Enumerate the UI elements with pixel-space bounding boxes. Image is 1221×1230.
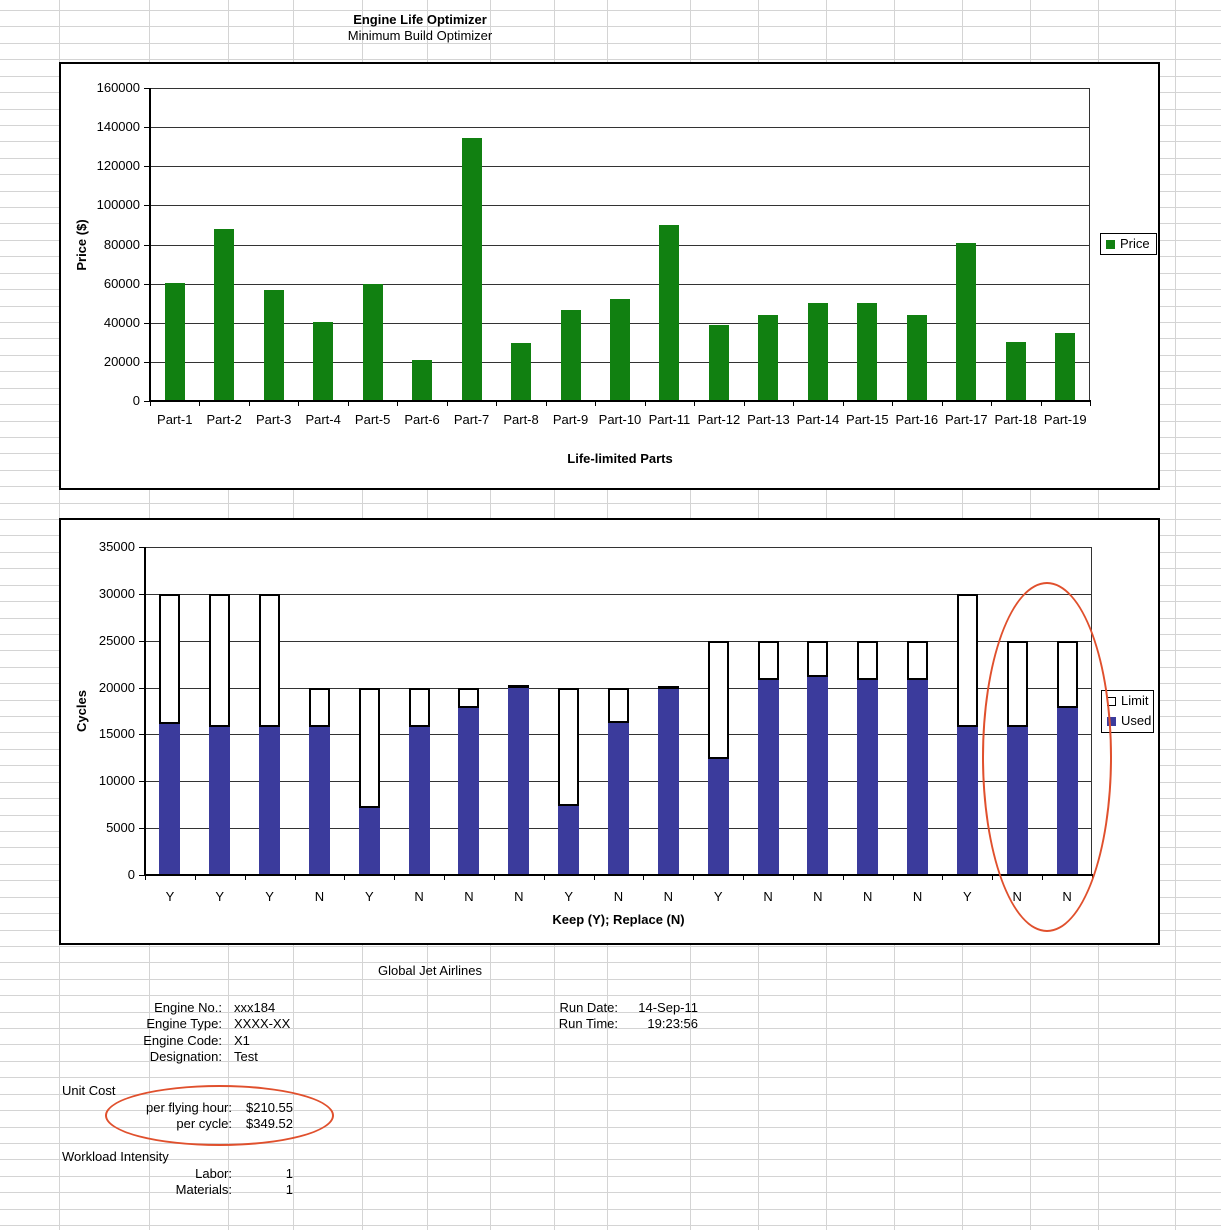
engine-code-value: X1 <box>234 1033 250 1048</box>
price-bar <box>313 322 333 401</box>
price-bar <box>709 325 729 401</box>
x-axis-tick-mark <box>496 402 497 406</box>
price-bar <box>808 303 828 401</box>
plot-gridline <box>145 641 1092 642</box>
legend-label-limit: Limit <box>1121 693 1149 708</box>
x-axis-category-label: Part-7 <box>453 412 490 427</box>
used-bar-segment <box>458 708 479 875</box>
y-axis-tick-label: 5000 <box>106 820 135 835</box>
used-bar-segment <box>658 689 679 875</box>
x-axis-category-label: Part-2 <box>206 412 242 427</box>
x-axis-line <box>149 400 1091 402</box>
y-axis-tick-label: 160000 <box>96 80 140 95</box>
x-axis-tick-mark <box>793 876 794 880</box>
x-axis-category-label: Part-18 <box>994 412 1038 427</box>
x-axis-category-label: N <box>912 889 923 904</box>
sheet-gridline-col <box>1175 0 1176 1230</box>
x-axis-tick-mark <box>693 876 694 880</box>
price-bar <box>412 360 432 401</box>
y-axis-tick-label: 40000 <box>103 315 140 330</box>
x-axis-category-label: Y <box>364 889 374 904</box>
x-axis-tick-mark <box>843 402 844 406</box>
x-axis-category-label: Part-5 <box>354 412 391 427</box>
x-axis-tick-mark <box>743 876 744 880</box>
y-axis-line <box>144 547 146 876</box>
price-bar <box>610 299 630 401</box>
x-axis-tick-mark <box>793 402 794 406</box>
x-axis-category-label: Y <box>564 889 573 904</box>
y-axis-tick-label: 140000 <box>96 119 140 134</box>
x-axis-category-label: N <box>1062 889 1072 904</box>
x-axis-category-label: N <box>314 889 325 904</box>
x-axis-category-label: Part-19 <box>1043 412 1087 427</box>
price-bar <box>264 290 284 401</box>
x-axis-tick-mark <box>645 402 646 406</box>
x-axis-category-label: N <box>813 889 823 904</box>
used-bar-segment <box>708 759 729 875</box>
x-axis-tick-mark <box>494 876 495 880</box>
x-axis-tick-mark <box>150 402 151 406</box>
limit-bar-cap <box>658 686 679 689</box>
price-bar <box>165 283 185 401</box>
price-bar <box>907 315 927 401</box>
engine-no-value: xxx184 <box>234 1000 276 1015</box>
x-axis-tick-mark <box>344 876 345 880</box>
limit-bar-segment <box>359 688 380 809</box>
per-flying-hour-label: per flying hour: <box>146 1100 232 1115</box>
designation-label: Designation: <box>149 1049 222 1064</box>
engine-no-label: Engine No.: <box>154 1000 222 1015</box>
limit-bar-segment <box>209 594 230 727</box>
x-axis-category-label: Y <box>215 889 225 904</box>
x-axis-category-label: Part-6 <box>404 412 440 427</box>
x-axis-category-label: N <box>613 889 624 904</box>
sheet-gridline-row <box>0 10 1221 11</box>
x-axis-tick-mark <box>595 402 596 406</box>
price-bar <box>511 343 531 401</box>
x-axis-category-label: Y <box>713 889 723 904</box>
limit-bar-segment <box>409 688 430 727</box>
engine-type-label: Engine Type: <box>146 1016 222 1031</box>
run-date-value: 14-Sep-11 <box>638 1000 698 1015</box>
limit-bar-segment <box>259 594 280 727</box>
x-axis-tick-mark <box>145 876 146 880</box>
per-cycle-value: $349.52 <box>246 1116 293 1131</box>
used-bar-segment <box>259 727 280 875</box>
x-axis-tick-mark <box>348 402 349 406</box>
price-bar <box>561 310 581 401</box>
price-bar <box>363 284 383 401</box>
y-axis-line <box>149 88 151 402</box>
x-axis-tick-mark <box>447 402 448 406</box>
unit-cost-heading: Unit Cost <box>62 1083 116 1098</box>
sheet-gridline-row <box>0 43 1221 44</box>
price-bar <box>659 225 679 401</box>
x-axis-tick-mark <box>298 402 299 406</box>
x-axis-line <box>144 874 1093 876</box>
price-chart[interactable] <box>59 62 1160 490</box>
company-name: Global Jet Airlines <box>377 963 483 978</box>
sheet-subtitle: Minimum Build Optimizer <box>347 28 493 43</box>
used-bar-segment <box>508 688 529 875</box>
x-axis-tick-mark <box>544 876 545 880</box>
used-bar-segment <box>409 727 430 875</box>
limit-bar-segment <box>458 688 479 709</box>
sheet-gridline-row <box>0 26 1221 27</box>
x-axis-tick-mark <box>1090 402 1091 406</box>
used-bar-segment <box>558 806 579 875</box>
x-axis-category-label: Part-12 <box>697 412 741 427</box>
legend-swatch-price <box>1106 240 1115 249</box>
used-bar-segment <box>359 808 380 875</box>
limit-bar-segment <box>309 688 330 727</box>
x-axis-tick-mark <box>991 402 992 406</box>
price-bar <box>214 229 234 401</box>
limit-bar-segment <box>857 641 878 680</box>
x-axis-category-label: N <box>863 889 873 904</box>
used-bar-segment <box>758 680 779 875</box>
x-axis-tick-mark <box>893 876 894 880</box>
price-bar <box>956 243 976 401</box>
price-bar <box>758 315 778 401</box>
x-axis-category-label: Part-8 <box>503 412 539 427</box>
limit-bar-cap <box>508 685 529 688</box>
y-axis-tick-label: 120000 <box>96 158 140 173</box>
per-cycle-label: per cycle: <box>176 1116 232 1131</box>
x-axis-title: Life-limited Parts <box>567 451 673 466</box>
legend-label-price: Price <box>1120 236 1150 251</box>
y-axis-tick-label: 20000 <box>103 354 140 369</box>
designation-value: Test <box>234 1049 258 1064</box>
x-axis-tick-mark <box>1041 402 1042 406</box>
y-axis-title: Cycles <box>74 690 89 732</box>
x-axis-tick-mark <box>744 402 745 406</box>
price-bar <box>462 138 482 401</box>
y-axis-tick-label: 60000 <box>103 276 140 291</box>
y-axis-tick-label: 0 <box>127 867 135 882</box>
limit-bar-segment <box>608 688 629 724</box>
x-axis-category-label: Y <box>963 889 972 904</box>
x-axis-category-label: N <box>663 889 674 904</box>
y-axis-tick-label: 100000 <box>96 197 140 212</box>
x-axis-tick-mark <box>643 876 644 880</box>
sheet-gridline-row <box>0 503 1221 504</box>
x-axis-tick-mark <box>397 402 398 406</box>
x-axis-category-label: Part-16 <box>895 412 939 427</box>
legend-box <box>1100 233 1157 255</box>
x-axis-category-label: N <box>1012 889 1022 904</box>
x-axis-tick-mark <box>942 402 943 406</box>
plot-gridline <box>150 284 1090 285</box>
x-axis-category-label: Part-1 <box>157 412 193 427</box>
limit-bar-segment <box>907 641 928 680</box>
x-axis-category-label: Part-17 <box>944 412 988 427</box>
sheet-gridline-row <box>0 979 1221 980</box>
plot-gridline <box>150 127 1090 128</box>
sheet-gridline-row <box>0 946 1221 947</box>
y-axis-tick-label: 25000 <box>98 633 135 648</box>
x-axis-tick-mark <box>942 876 943 880</box>
used-bar-segment <box>209 727 230 875</box>
annotation-ellipse-unit-cost <box>105 1085 334 1146</box>
sheet-gridline-row <box>0 59 1221 60</box>
sheet-gridline-row <box>0 962 1221 963</box>
x-axis-tick-mark <box>992 876 993 880</box>
price-bar <box>857 303 877 401</box>
legend-label-used: Used <box>1121 713 1152 728</box>
run-date-label: Run Date: <box>559 1000 618 1015</box>
x-axis-category-label: Part-4 <box>305 412 341 427</box>
limit-bar-segment <box>708 641 729 759</box>
used-bar-segment <box>159 724 180 875</box>
workload-heading: Workload Intensity <box>62 1149 169 1164</box>
x-axis-category-label: Part-10 <box>598 412 642 427</box>
y-axis-tick-label: 30000 <box>98 586 135 601</box>
labor-label: Labor: <box>195 1166 232 1181</box>
used-bar-segment <box>857 680 878 875</box>
x-axis-tick-mark <box>694 402 695 406</box>
limit-bar-segment <box>807 641 828 678</box>
sheet-gridline-row <box>0 1077 1221 1078</box>
y-axis-tick-label: 15000 <box>98 726 135 741</box>
y-axis-tick-label: 0 <box>132 393 140 408</box>
x-axis-category-label: Part-13 <box>747 412 790 427</box>
y-axis-title: Price ($) <box>74 218 89 271</box>
labor-value: 1 <box>285 1166 293 1181</box>
x-axis-tick-mark <box>843 876 844 880</box>
limit-bar-segment <box>558 688 579 806</box>
x-axis-category-label: Part-11 <box>648 412 691 427</box>
annotation-ellipse-replaced-parts <box>982 582 1112 932</box>
sheet-gridline-row <box>0 995 1221 996</box>
price-bar <box>1006 342 1026 401</box>
x-axis-tick-mark <box>444 876 445 880</box>
used-bar-segment <box>957 727 978 875</box>
engine-type-value: XXXX-XX <box>234 1016 291 1031</box>
x-axis-category-label: N <box>414 889 424 904</box>
x-axis-tick-mark <box>245 876 246 880</box>
x-axis-tick-mark <box>195 876 196 880</box>
limit-bar-segment <box>758 641 779 680</box>
x-axis-tick-mark <box>594 876 595 880</box>
materials-label: Materials: <box>175 1182 232 1197</box>
x-axis-category-label: Y <box>265 889 274 904</box>
used-bar-segment <box>907 680 928 875</box>
run-time-value: 19:23:56 <box>647 1016 698 1031</box>
plot-gridline <box>150 205 1090 206</box>
x-axis-tick-mark <box>892 402 893 406</box>
price-bar <box>1055 333 1075 401</box>
x-axis-tick-mark <box>249 402 250 406</box>
plot-gridline <box>150 245 1090 246</box>
x-axis-tick-mark <box>295 876 296 880</box>
x-axis-tick-mark <box>394 876 395 880</box>
x-axis-category-label: Part-14 <box>796 412 840 427</box>
x-axis-category-label: Y <box>165 889 175 904</box>
plot-gridline <box>150 166 1090 167</box>
x-axis-category-label: Part-9 <box>552 412 589 427</box>
limit-bar-segment <box>957 594 978 727</box>
x-axis-tick-mark <box>199 402 200 406</box>
y-axis-tick-label: 10000 <box>98 773 135 788</box>
limit-bar-segment <box>159 594 180 724</box>
materials-value: 1 <box>285 1182 293 1197</box>
used-bar-segment <box>309 727 330 875</box>
run-time-label: Run Time: <box>558 1016 618 1031</box>
x-axis-category-label: N <box>514 889 524 904</box>
sheet-gridline-row <box>0 1209 1221 1210</box>
x-axis-category-label: Part-3 <box>255 412 292 427</box>
x-axis-category-label: N <box>464 889 474 904</box>
used-bar-segment <box>608 723 629 875</box>
plot-gridline <box>145 594 1092 595</box>
sheet-gridline-row <box>0 1225 1221 1226</box>
y-axis-tick-label: 20000 <box>98 680 135 695</box>
x-axis-title: Keep (Y); Replace (N) <box>552 912 685 927</box>
x-axis-tick-mark <box>546 402 547 406</box>
sheet-title: Engine Life Optimizer <box>353 12 487 27</box>
per-flying-hour-value: $210.55 <box>246 1100 293 1115</box>
sheet-gridline-row <box>0 1159 1221 1160</box>
used-bar-segment <box>807 677 828 875</box>
engine-code-label: Engine Code: <box>143 1033 222 1048</box>
y-axis-tick-label: 80000 <box>103 237 140 252</box>
y-axis-tick-label: 35000 <box>98 539 135 554</box>
x-axis-category-label: N <box>763 889 773 904</box>
x-axis-category-label: Part-15 <box>846 412 889 427</box>
